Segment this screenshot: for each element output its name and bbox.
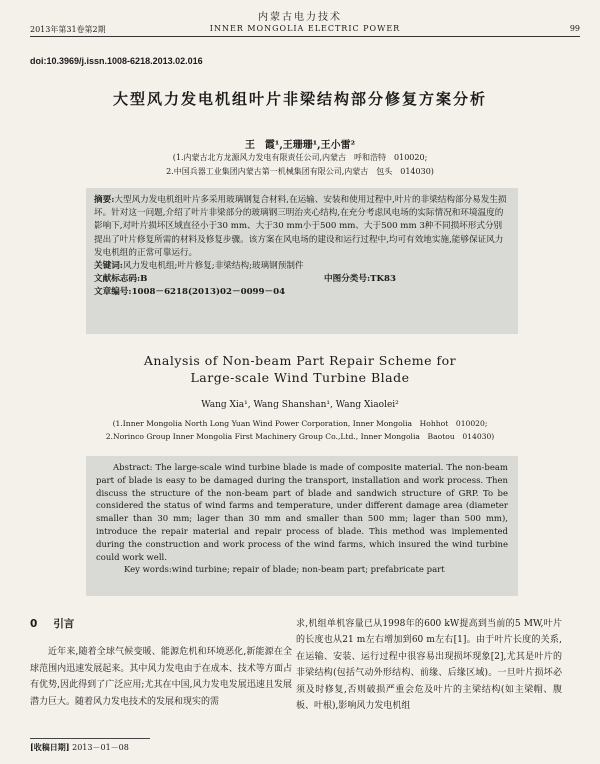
keywords-en-label: Key words: bbox=[124, 565, 172, 576]
page-number: 99 bbox=[569, 24, 580, 33]
section-title: 引言 bbox=[53, 618, 75, 630]
article-number bbox=[94, 286, 510, 299]
affiliation-cn-2: 2.中国兵器工业集团内蒙古第一机械集团有限公司,内蒙古 包头 014030) bbox=[166, 167, 434, 176]
authors-en: Wang Xia¹, Wang Shanshan¹, Wang Xiaolei² bbox=[201, 400, 399, 410]
class-code: TK83 bbox=[370, 274, 396, 285]
doc-code-label: 文献标志码: bbox=[94, 274, 141, 285]
abstract-en bbox=[96, 462, 508, 564]
received-label: [收稿日期] bbox=[30, 742, 70, 752]
abstract-cn-box bbox=[86, 188, 518, 334]
affiliation-en-2: 2.Norinco Group Inner Mongolia First Machinery Group Co.,Ltd., Inner Mongolia Baotou 014030) bbox=[105, 432, 495, 441]
body-column-left bbox=[30, 616, 292, 710]
abstract-en-label: Abstract: bbox=[113, 463, 153, 473]
body-paragraph-left: 近年来,随着全球气候变暖、能源危机和环境恶化,新能源在全球范围内迅速发展起来。其中风力发电由于在成本、技术等方面占有优势,因此得到了广泛应用;尤其在中国,风力发电发展迅速且发展潜力巨大。随着风力发电技术的发展和现实的需 bbox=[30, 647, 292, 707]
doi: doi:10.3969/j.issn.1008-6218.2013.02.016 bbox=[30, 56, 203, 66]
abstract-cn-text: 大型风力发电机组叶片多采用玻璃钢复合材料,在运输、安装和使用过程中,叶片的非梁结构部分易发生损坏。针对这一问题,介绍了叶片非梁部分的玻璃钢三明治夹心结构,在充分考虑风电场的实际情况和环境温度的影响下,对叶片损坏区域直径小于30 mm、大于30 mm小于500 mm、大于500 mm 3种不同损坏形式分别提出了叶片修复所需的材料及修复步骤。该方案在风电场的建设和运行过程中,均可有效地实施,能够保证风力发电机组的正常可靠运行。 bbox=[94, 195, 507, 258]
class-code-label: 中图分类号: bbox=[324, 274, 371, 285]
article-no: 1008－6218(2013)02－0099－04 bbox=[131, 287, 286, 298]
keywords-cn-label: 关键词: bbox=[94, 261, 123, 272]
title-cn: 大型风力发电机组叶片非梁结构部分修复方案分析 bbox=[112, 90, 487, 108]
affiliation-cn-1: (1.内蒙古北方龙源风力发电有限责任公司,内蒙古 呼和浩特 010020; bbox=[172, 153, 428, 162]
journal-name-en: INNER MONGOLIA ELECTRIC POWER bbox=[209, 24, 401, 33]
title-en bbox=[0, 352, 600, 386]
title-en-line-2: Large-scale Wind Turbine Blade bbox=[190, 370, 410, 385]
header-rule bbox=[30, 36, 580, 37]
keywords-cn-text: 风力发电机组;叶片修复;非梁结构;玻璃钢预制件 bbox=[122, 261, 304, 272]
article-no-label: 文章编号: bbox=[94, 287, 132, 298]
keywords-en bbox=[96, 564, 508, 577]
section-number: 0 bbox=[30, 618, 38, 630]
abstract-en-text: The large-scale wind turbine blade is made of composite material. The non-beam part of blade is easy to be damaged during the transport, installation and work process. Then discuss the structure of the non-beam part of blade and sandwich structure of GRP. To be considered the status of wind farms and temperature, under different damage area (diameter smaller than 30 mm; lager than 30 mm and smaller than 500 mm; lager than 500 mm), introduce the repair material and repair process of blade. This method was implemented during the construction and work process of the wind farms, which insured the wind turbine could work well. bbox=[96, 463, 508, 563]
abstract-en-box bbox=[86, 456, 518, 596]
issue-info: 2013年第31卷第2期 bbox=[30, 25, 106, 34]
body-column-right bbox=[296, 616, 562, 714]
abstract-cn bbox=[94, 194, 510, 260]
classification-row bbox=[94, 273, 510, 286]
doc-code: B bbox=[140, 274, 148, 285]
keywords-cn bbox=[94, 260, 510, 273]
affiliation-en-1: (1.Inner Mongolia North Long Yuan Wind Power Corporation, Inner Mongolia Hohhot 010020; bbox=[112, 419, 488, 428]
footnote-rule bbox=[30, 738, 150, 739]
authors-cn: 王 霞¹,王珊珊¹,王小雷² bbox=[244, 140, 356, 151]
title-en-line-1: Analysis of Non-beam Part Repair Scheme for bbox=[143, 353, 457, 368]
section-heading bbox=[30, 616, 292, 632]
received-date: 2013－01－08 bbox=[72, 743, 129, 752]
footnote-received bbox=[30, 742, 129, 753]
body-paragraph-right: 求,机组单机容量已从1998年的600 kW提高到当前的5 MW,叶片的长度也从21 m左右增加到60 m左右[1]。由于叶片长度的关系,在运输、安装、运行过程中很容易出现损坏现象[2],尤其是叶片的非梁结构(包括气动外形结构、前缘、后缘区域)。一旦叶片损坏必须及时修复,否则破损严重会危及叶片的主梁结构(如主梁帽、腹板、叶根),影响风力发电机组 bbox=[296, 619, 562, 712]
running-header-journal-cn: 内蒙古电力技术 bbox=[258, 12, 342, 23]
abstract-cn-label: 摘要: bbox=[94, 195, 115, 205]
keywords-en-text: wind turbine; repair of blade; non-beam part; prefabricate part bbox=[171, 565, 445, 576]
